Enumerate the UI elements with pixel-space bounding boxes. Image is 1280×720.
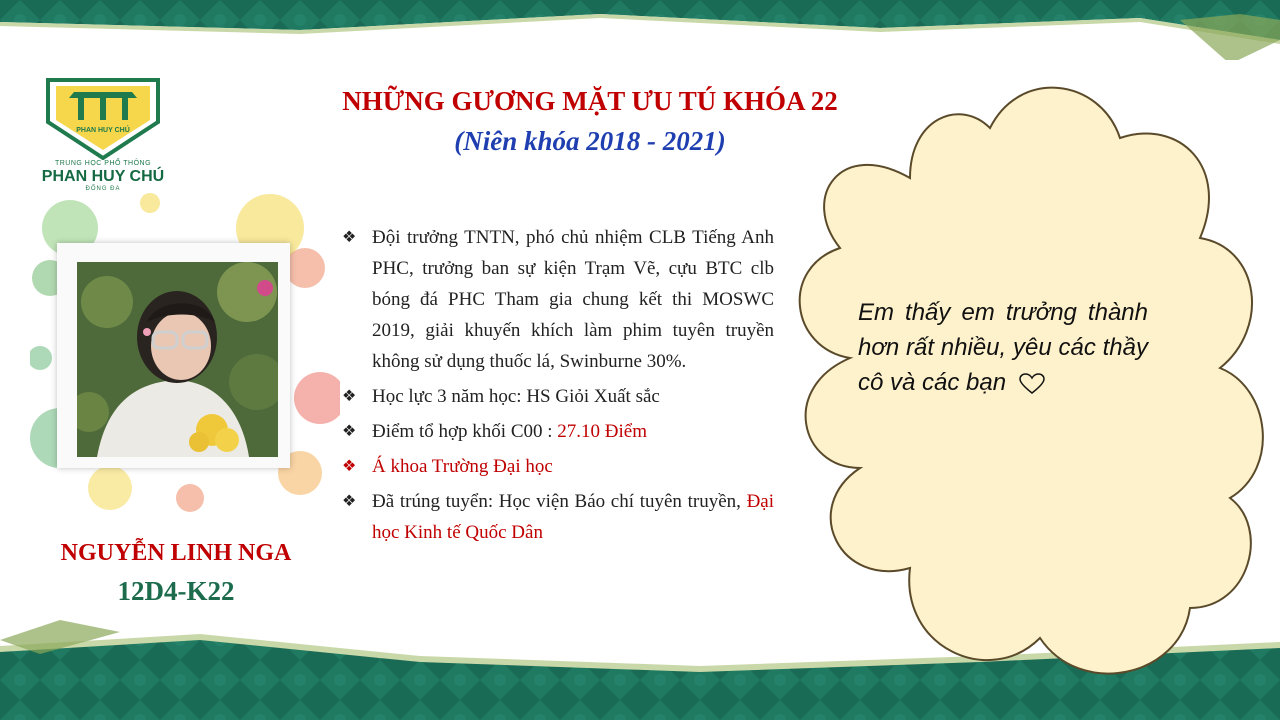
logo-school-name: PHAN HUY CHÚ	[41, 168, 165, 185]
quote-text	[858, 295, 1148, 400]
achievements-list	[342, 222, 774, 552]
list-item	[342, 416, 774, 447]
list-item	[342, 451, 774, 482]
diamond-bullet-icon: ❖	[342, 229, 357, 246]
crest-text: PHAN HUY CHÚ	[76, 127, 130, 134]
page-title: NHỮNG GƯƠNG MẶT ƯU TÚ KHÓA 22	[342, 86, 838, 116]
diamond-bullet-icon: ❖	[342, 493, 357, 510]
diamond-bullet-icon: ❖	[342, 423, 357, 440]
achievement-highlight: Đại học Kinh tế Quốc Dân	[372, 491, 774, 543]
achievement-text: Á khoa Trường Đại học	[372, 456, 553, 477]
list-item	[342, 486, 774, 548]
student-name: NGUYỄN LINH NGA	[60, 540, 292, 566]
diamond-bullet-icon: ❖	[342, 388, 357, 405]
achievement-text: Điểm tổ hợp khối C00 :	[372, 421, 558, 442]
achievement-text: Học lực 3 năm học: HS Giỏi Xuất sắc	[372, 386, 660, 407]
logo-district: ĐỐNG ĐA	[85, 186, 121, 192]
logo-line-1: TRUNG HỌC PHỔ THÔNG	[54, 160, 152, 167]
achievement-text: Đội trưởng TNTN, phó chủ nhiệm CLB Tiếng Anh PHC, trưởng ban sự kiện Trạm Vẽ, cựu BTC clb bóng đá PHC Tham gia chung kết thi MOSWC 2019, giải khuyến khích làm phim tuyên truyền không sử dụng thuốc lá, Swinburne 30%.	[372, 227, 774, 372]
diamond-bullet-icon: ❖	[342, 458, 357, 475]
achievement-text: Đã trúng tuyển: Học viện Báo chí tuyên truyền,	[372, 491, 747, 512]
list-item	[342, 381, 774, 412]
student-photo	[77, 262, 278, 457]
school-logo	[38, 74, 168, 192]
achievement-highlight: 27.10 Điểm	[557, 421, 647, 442]
school-crest-icon	[38, 74, 168, 160]
page-subtitle: (Niên khóa 2018 - 2021)	[454, 126, 726, 156]
quote-body: Em thấy em trưởng thành hơn rất nhiều, yêu các thầy cô và các bạn	[858, 299, 1148, 396]
list-item	[342, 222, 774, 377]
heart-outline-icon	[1019, 373, 1045, 395]
student-class: 12D4-K22	[117, 576, 235, 606]
